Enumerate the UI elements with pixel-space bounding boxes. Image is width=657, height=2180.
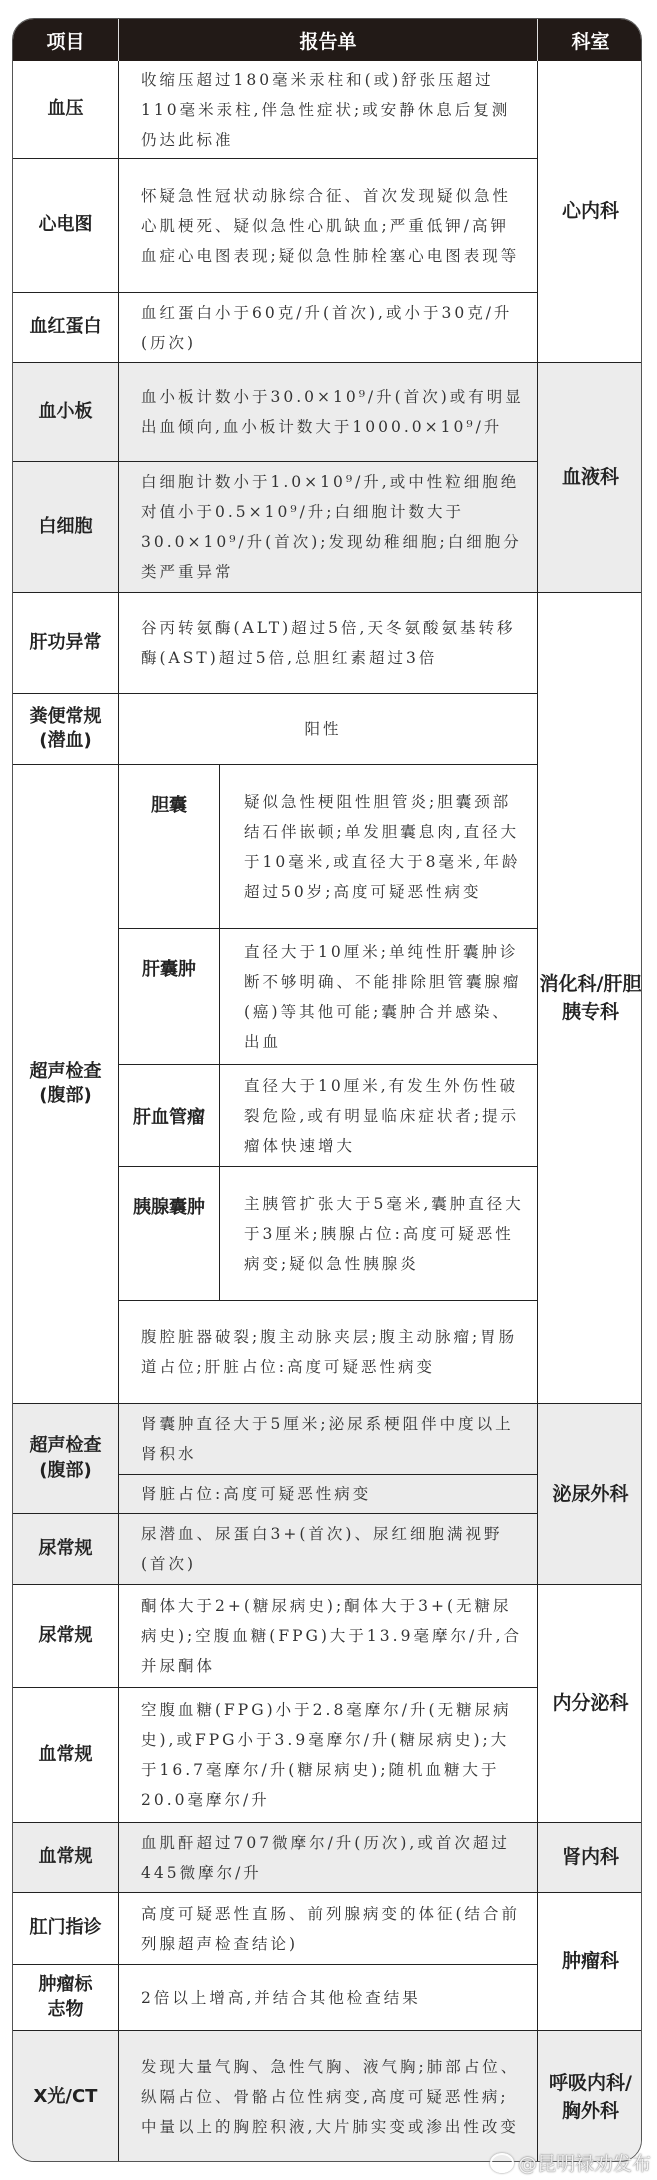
- weibo-icon: [490, 2153, 514, 2173]
- item-digital-rectal: 肛门指诊: [13, 1893, 119, 1965]
- item-wbc: 白细胞: [13, 462, 119, 593]
- dept-nephrology: 肾内科: [538, 1823, 642, 1893]
- dept-urology: 泌尿外科: [538, 1404, 642, 1585]
- desc-liver-cyst: 直径大于10厘米;单纯性肝囊肿诊断不够明确、不能排除胆管囊腺瘤(癌)等其他可能;囊肿合并感染、出血: [220, 929, 538, 1065]
- item-stool: 粪便常规(潜血): [13, 694, 119, 765]
- header-dept: 科室: [538, 19, 642, 61]
- header-report: 报告单: [119, 19, 538, 61]
- item-ecg: 心电图: [13, 159, 119, 293]
- desc-creatinine: 血肌酐超过707微摩尔/升(历次),或首次超过445微摩尔/升: [119, 1823, 538, 1893]
- dept-endocrinology: 内分泌科: [538, 1585, 642, 1823]
- dept-cardiology: 心内科: [538, 61, 642, 363]
- desc-kidney-mass: 肾脏占位:高度可疑恶性病变: [119, 1475, 538, 1514]
- dept-hematology: 血液科: [538, 363, 642, 593]
- watermark: [490, 2149, 651, 2176]
- item-blood-pressure: 血压: [13, 61, 119, 159]
- item-liver-function: 肝功异常: [13, 593, 119, 694]
- desc-kidney-cyst: 肾囊肿直径大于5厘米;泌尿系梗阻伴中度以上肾积水: [119, 1404, 538, 1475]
- desc-stool: 阳性: [119, 694, 538, 765]
- item-xray-ct: X光/CT: [13, 2031, 119, 2162]
- watermark-text: @昆明禄劝发布: [517, 2153, 651, 2175]
- desc-liver-function: 谷丙转氨酶(ALT)超过5倍,天冬氨酸氨基转移酶(AST)超过5倍,总胆红素超过3倍: [119, 593, 538, 694]
- item-hemoglobin: 血红蛋白: [13, 293, 119, 363]
- desc-urinalysis-endo: 酮体大于2+(糖尿病史);酮体大于3+(无糖尿病史);空腹血糖(FPG)大于13.9毫摩尔/升,合并尿酮体: [119, 1585, 538, 1688]
- desc-tumor-markers: 2倍以上增高,并结合其他检查结果: [119, 1965, 538, 2031]
- item-creatinine: 血常规: [13, 1823, 119, 1893]
- desc-abdomen-general: 腹腔脏器破裂;腹主动脉夹层;腹主动脉瘤;胃肠道占位;肝脏占位:高度可疑恶性病变: [119, 1301, 538, 1404]
- desc-urinalysis-uro: 尿潜血、尿蛋白3+(首次)、尿红细胞满视野(首次): [119, 1514, 538, 1585]
- desc-ecg: 怀疑急性冠状动脉综合征、首次发现疑似急性心肌梗死、疑似急性心肌缺血;严重低钾/高钾血症心电图表现;疑似急性肺栓塞心电图表现等: [119, 159, 538, 293]
- critical-values-table: [12, 18, 642, 2162]
- sub-liver-cyst: 肝囊肿: [119, 929, 220, 1065]
- desc-pancreatic-cyst: 主胰管扩张大于5毫米,囊肿直径大于3厘米;胰腺占位:高度可疑恶性病变;疑似急性胰腺炎: [220, 1167, 538, 1301]
- dept-oncology: 肿瘤科: [538, 1893, 642, 2031]
- item-urinalysis-uro: 尿常规: [13, 1514, 119, 1585]
- item-ultrasound-abdomen: 超声检查(腹部): [13, 765, 119, 1404]
- dept-gastroenterology: 消化科/肝胆胰专科: [538, 593, 642, 1404]
- sub-pancreatic-cyst: 胰腺囊肿: [119, 1167, 220, 1301]
- item-urinalysis-endo: 尿常规: [13, 1585, 119, 1688]
- sub-hepatic-hemangioma: 肝血管瘤: [119, 1065, 220, 1167]
- desc-wbc: 白细胞计数小于1.0×10⁹/升,或中性粒细胞绝对值小于0.5×10⁹/升;白细胞计数大于30.0×10⁹/升(首次);发现幼稚细胞;白细胞分类严重异常: [119, 462, 538, 593]
- desc-hemoglobin: 血红蛋白小于60克/升(首次),或小于30克/升(历次): [119, 293, 538, 363]
- item-tumor-markers: 肿瘤标志物: [13, 1965, 119, 2031]
- header-item: 项目: [13, 19, 119, 61]
- desc-blood-glucose: 空腹血糖(FPG)小于2.8毫摩尔/升(无糖尿病史),或FPG小于3.9毫摩尔/升(糖尿病史);大于16.7毫摩尔/升(糖尿病史);随机血糖大于20.0毫摩尔/升: [119, 1688, 538, 1823]
- desc-hepatic-hemangioma: 直径大于10厘米,有发生外伤性破裂危险,或有明显临床症状者;提示瘤体快速增大: [220, 1065, 538, 1167]
- item-blood-glucose: 血常规: [13, 1688, 119, 1823]
- desc-blood-pressure: 收缩压超过180毫米汞柱和(或)舒张压超过110毫米汞柱,伴急性症状;或安静休息后复测仍达此标准: [119, 61, 538, 159]
- sub-gallbladder: 胆囊: [119, 765, 220, 929]
- desc-digital-rectal: 高度可疑恶性直肠、前列腺病变的体征(结合前列腺超声检查结论): [119, 1893, 538, 1965]
- item-ultrasound-urinary: 超声检查(腹部): [13, 1404, 119, 1514]
- desc-gallbladder: 疑似急性梗阻性胆管炎;胆囊颈部结石伴嵌顿;单发胆囊息肉,直径大于10毫米,或直径大于8毫米,年龄超过50岁;高度可疑恶性病变: [220, 765, 538, 929]
- desc-platelet: 血小板计数小于30.0×10⁹/升(首次)或有明显出血倾向,血小板计数大于1000.0×10⁹/升: [119, 363, 538, 462]
- dept-respiratory: 呼吸内科/胸外科: [538, 2031, 642, 2162]
- item-platelet: 血小板: [13, 363, 119, 462]
- desc-xray-ct: 发现大量气胸、急性气胸、液气胸;肺部占位、纵隔占位、骨骼占位性病变,高度可疑恶性病;中量以上的胸腔积液,大片肺实变或渗出性改变: [119, 2031, 538, 2162]
